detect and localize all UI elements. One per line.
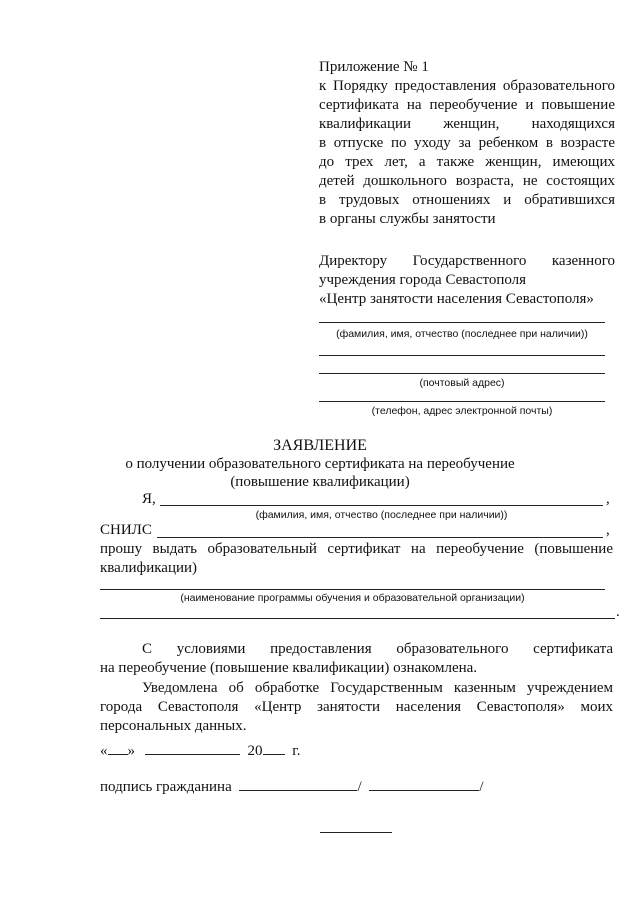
date-month-field[interactable] [145, 740, 240, 755]
applicant-fio-line[interactable] [160, 505, 603, 506]
appendix-title: Приложение № 1 [319, 59, 429, 75]
addressee-address-line[interactable] [319, 373, 605, 374]
applicant-comma: , [606, 491, 610, 507]
appendix-text [319, 77, 615, 229]
addressee-fio-line-2[interactable] [319, 355, 605, 356]
appendix-line: до трех лет, а также женщин, имеющих [319, 154, 615, 170]
signature-name-field[interactable] [369, 776, 479, 791]
notice-line: города Севастополя «Центр занятости населения Севастополя» моих [100, 699, 613, 715]
snils-line[interactable] [157, 537, 603, 538]
document-subtitle: (повышение квалификации) [230, 474, 410, 490]
applicant-fio-caption: (фамилия, имя, отчество (последнее при наличии)) [255, 509, 508, 521]
addressee-fio-caption: (фамилия, имя, отчество (последнее при наличии)) [336, 328, 588, 340]
signature-label: подпись гражданина [100, 779, 232, 795]
notice-paragraph [100, 679, 613, 736]
date-year-suffix: г. [292, 743, 301, 759]
snils-label: СНИЛС [100, 522, 152, 538]
date-year-prefix: 20 [247, 743, 263, 759]
date-day-field[interactable] [108, 740, 128, 755]
document-subtitle: о получении образовательного сертификата на переобучение [125, 456, 515, 472]
conditions-line: на переобучение (повышение квалификации) ознакомлена. [100, 660, 478, 676]
addressee-fio-line[interactable] [319, 322, 605, 323]
program-caption: (наименование программы обучения и образовательной организации) [180, 592, 525, 604]
date-row [100, 740, 300, 761]
request-text [100, 540, 613, 578]
signature-slash: / [357, 779, 362, 795]
program-line[interactable] [100, 589, 605, 590]
appendix-line: сертификата на переобучение и повышение [319, 97, 615, 113]
notice-line: персональных данных. [100, 718, 247, 734]
program-line-2[interactable] [100, 618, 615, 619]
notice-line: Уведомлена об обработке Государственным казенным учреждением [142, 680, 613, 696]
conditions-paragraph [100, 640, 613, 678]
signature-field[interactable] [239, 776, 357, 791]
date-open-quote: « [100, 743, 108, 759]
appendix-line: квалификации женщин, находящихся [319, 116, 615, 132]
conditions-line: С условиями предоставления образовательного сертификата [142, 641, 613, 657]
applicant-label: Я, [142, 491, 156, 507]
addressee-block [319, 252, 615, 309]
appendix-line: в трудовых отношениях и обратившихся [319, 192, 615, 208]
date-close-quote: » [127, 743, 135, 759]
addressee-contacts-caption: (телефон, адрес электронной почты) [371, 405, 553, 417]
addressee-line: «Центр занятости населения Севастополя» [319, 291, 594, 307]
request-line: прошу выдать образовательный сертификат на переобучение (повышение [100, 541, 613, 557]
addressee-contacts-line[interactable] [319, 401, 605, 402]
addressee-address-caption: (почтовый адрес) [419, 377, 505, 389]
appendix-line: детей дошкольного возраста, не состоящих [319, 173, 615, 189]
date-year-field[interactable] [263, 740, 285, 755]
signature-slash: / [479, 779, 484, 795]
document-title: ЗАЯВЛЕНИЕ [273, 437, 367, 454]
end-separator [320, 832, 392, 833]
appendix-line: в органы службы занятости [319, 211, 496, 227]
addressee-line: учреждения города Севастополя [319, 272, 527, 288]
addressee-line: Директору Государственного казенного [319, 253, 615, 269]
signature-row [100, 776, 484, 797]
request-line: квалификации) [100, 560, 198, 576]
appendix-line: в отпуске по уходу за ребенком в возрасте [319, 135, 615, 151]
program-period: . [616, 604, 620, 620]
snils-comma: , [606, 522, 610, 538]
appendix-line: к Порядку предоставления образовательного [319, 78, 615, 94]
